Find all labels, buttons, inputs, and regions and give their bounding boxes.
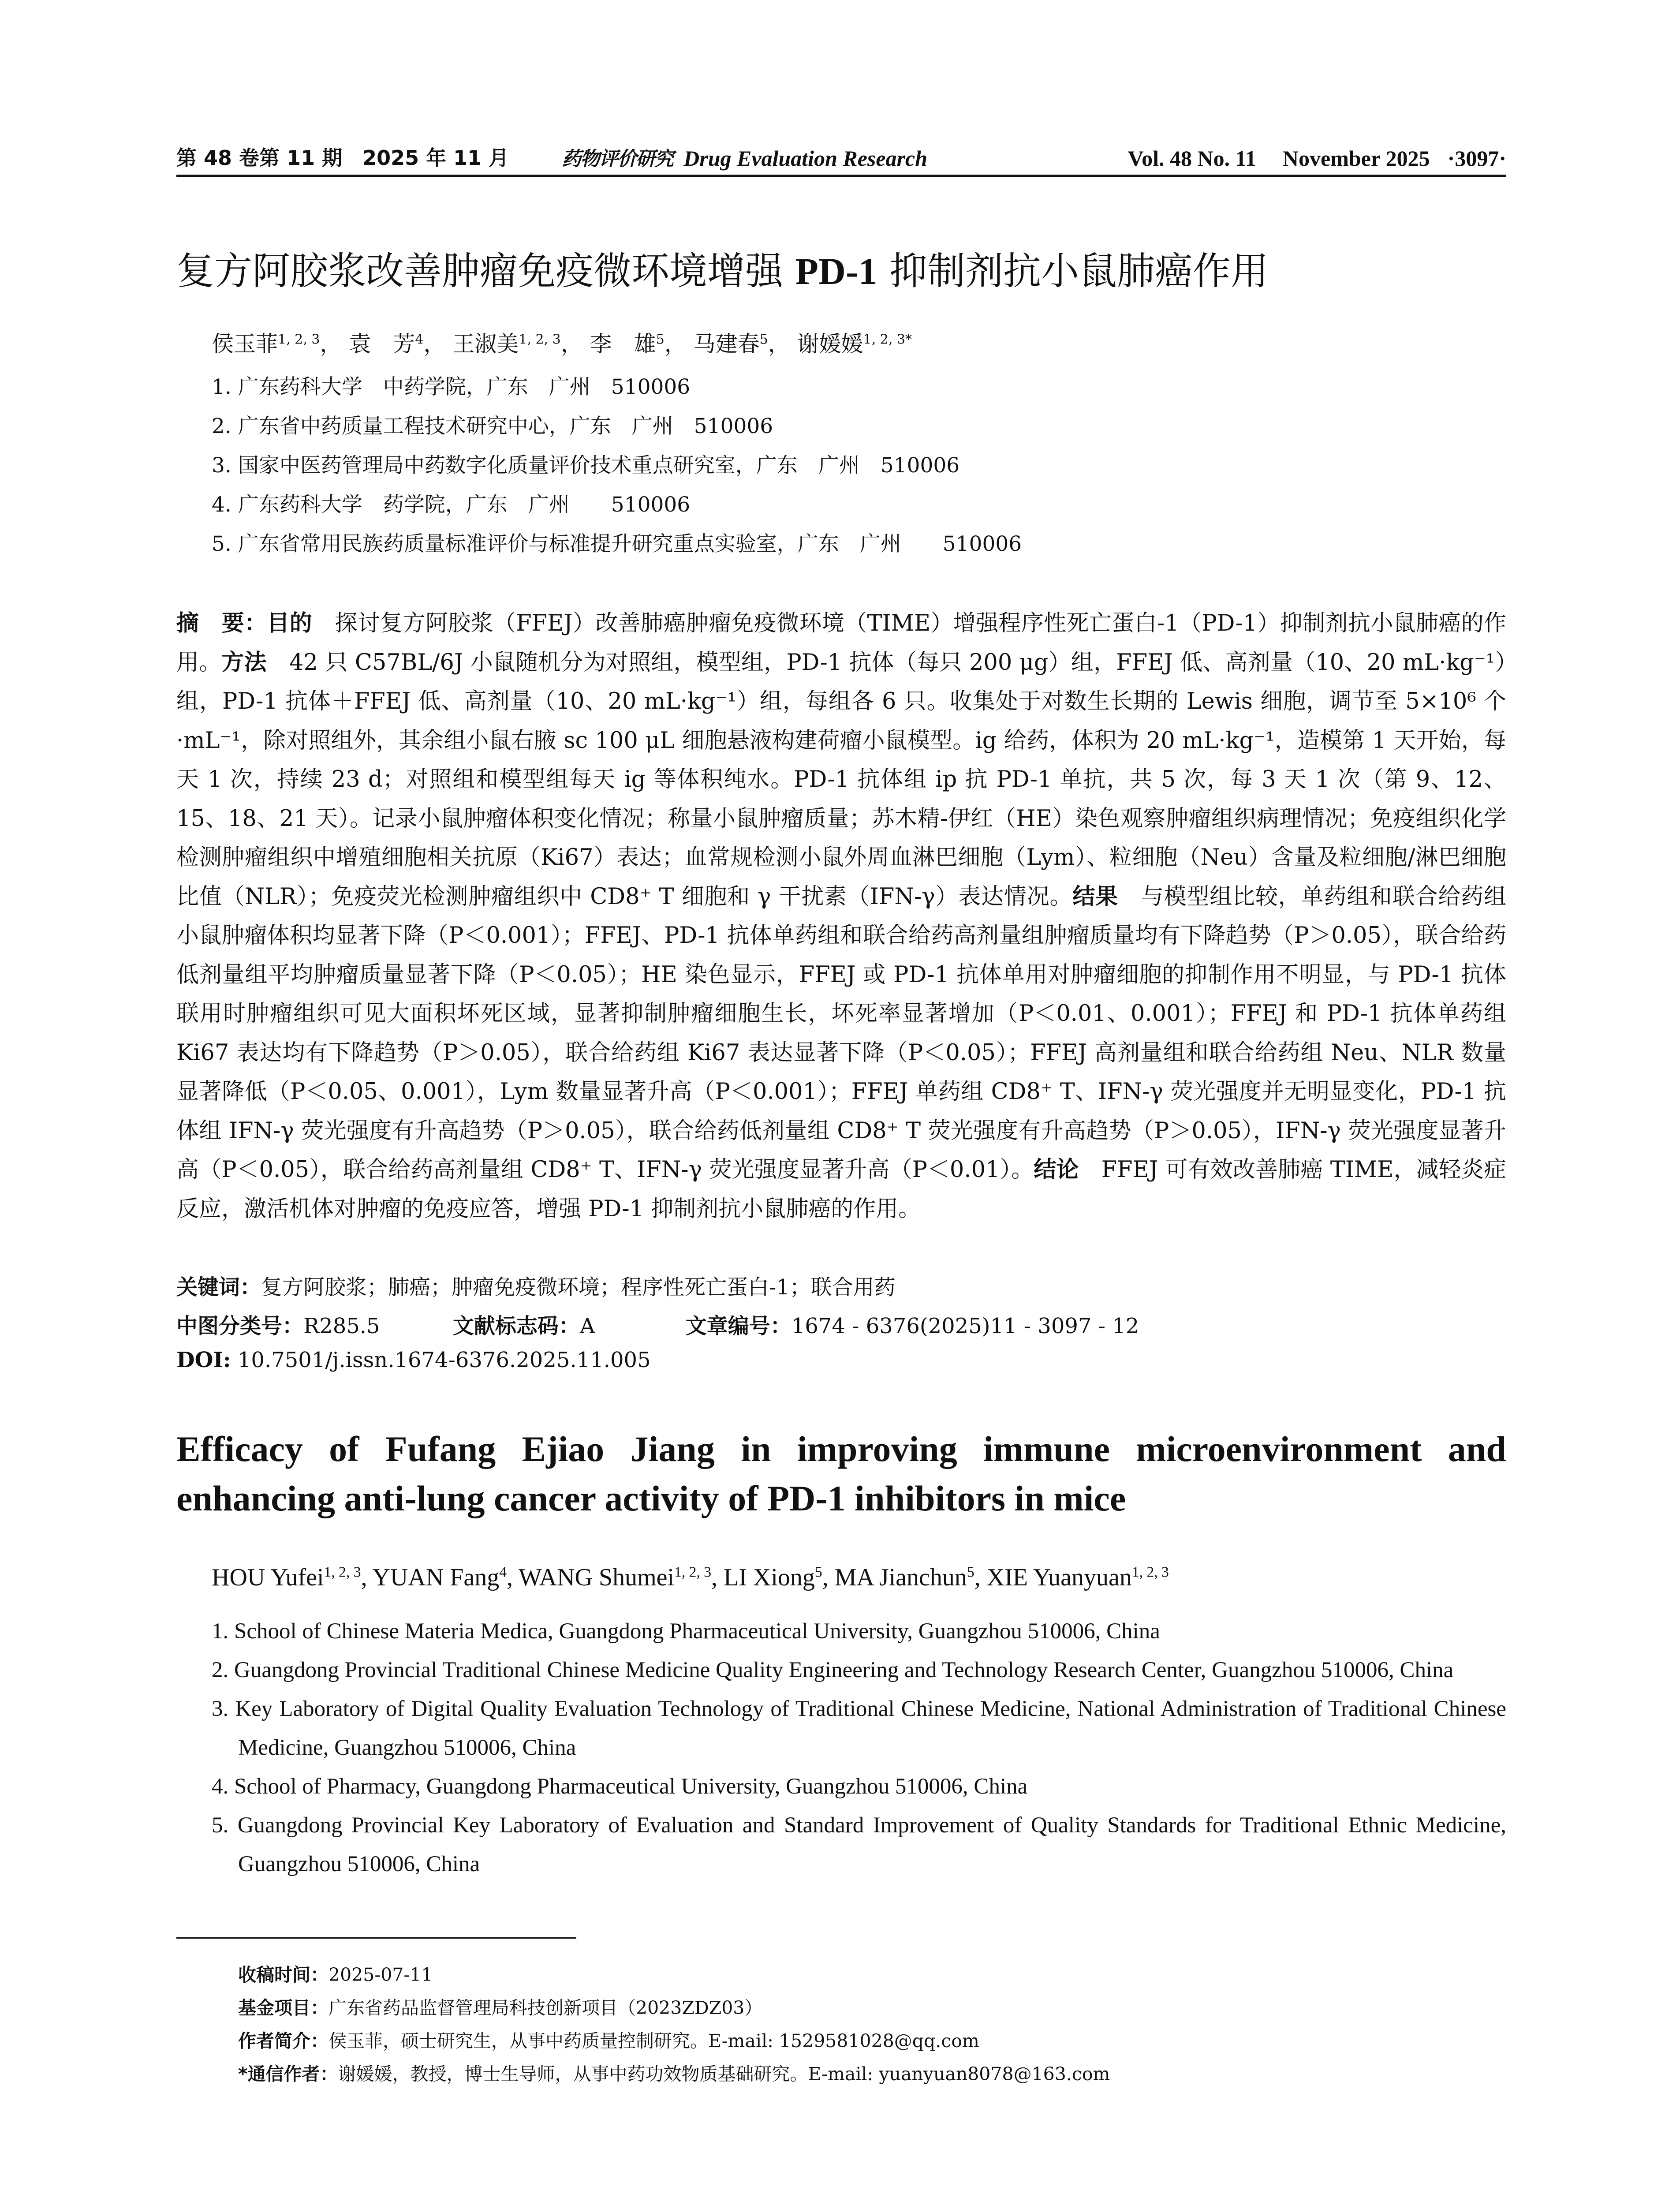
footnote-funding xyxy=(238,1993,762,2019)
author: 马建春$^5$， xyxy=(693,331,790,357)
affiliation-cn: 4. 广东药科大学 药学院，广东 广州 510006 xyxy=(212,493,691,517)
affiliation-cn: 1. 广东药科大学 中药学院，广东 广州 510006 xyxy=(212,375,691,399)
footnote-value: 广东省药品监督管理局科技创新项目（2023ZDZ03） xyxy=(329,1997,763,2018)
footnote-value: 侯玉菲，硕士研究生，从事中药质量控制研究。E-mail: 1529581028@qq.com xyxy=(329,2030,979,2052)
footnote-value: 2025-07-11 xyxy=(329,1964,433,1985)
title-cn xyxy=(176,240,1269,295)
keywords-value: 复方阿胶浆；肺癌；肿瘤免疫微环境；程序性死亡蛋白-1；联合用药 xyxy=(261,1275,896,1300)
article-id-value: 1674 - 6376(2025)11 - 3097 - 12 xyxy=(791,1314,1139,1338)
clc-label: 中图分类号： xyxy=(176,1314,304,1338)
title-part: PD-1 xyxy=(795,250,877,292)
abstract-label: 摘 要： xyxy=(176,610,267,636)
author-name: 侯玉菲 xyxy=(212,331,278,357)
affiliation-cn: 5. 广东省常用民族药质量标准评价与标准提升研究重点实验室，广东 广州 510006 xyxy=(212,532,1022,556)
article-id-label: 文章编号： xyxy=(685,1314,791,1338)
methods-text: 42 只 C57BL/6J 小鼠随机分为对照组，模型组，PD-1 抗体（每只 200 μg）组，FFEJ 低、高剂量（10、20 mL·kg⁻¹）组，PD-1 抗体＋FFEJ 低、高剂量（10、20 mL·kg⁻¹）组，每组各 6 只。收集处于对数生长期的 Lewis 细胞，调节至 5×10⁶ 个·mL⁻¹，除对照组外，其余组小鼠右腋 sc 100 μL 细胞悬液构建荷瘤小鼠模型。ig 给药，体积为 20 mL·kg⁻¹，造模第 1 天开始，每天 1 次，持续 23 d；对照组和模型组每天 ig 等体积纯水。PD-1 抗体组 ip 抗 PD-1 单抗，共 5 次，每 3 天 1 次（第 9、12、15、18、21 天）。记录小鼠肿瘤体积变化情况；称量小鼠肿瘤质量；苏木精-伊红（HE）染色观察肿瘤组织病理情况；免疫组织化学检测肿瘤组织中增殖细胞相关抗原（Ki67）表达；血常规检测小鼠外周血淋巴细胞（Lym）、粒细胞（Neu）含量及粒细胞/淋巴细胞比值（NLR）；免疫荧光检测肿瘤组织中 CD8⁺ T 细胞和 γ 干扰素（IFN-γ）表达情况。 xyxy=(176,649,1507,910)
author-affiliation-marks: 4 xyxy=(415,332,424,348)
clc-value: R285.5 xyxy=(303,1314,380,1338)
footnote-value: 谢媛媛，教授，博士生导师，从事中药功效物质基础研究。E-mail: yuanyuan8078@163.com xyxy=(338,2063,1110,2085)
footnote-label: 作者简介： xyxy=(238,2030,329,2052)
authors-cn xyxy=(212,326,912,358)
author-name: XIE Yuanyuan xyxy=(986,1564,1132,1591)
author-name: WANG Shumei xyxy=(518,1564,675,1591)
footnote-label: 收稿时间： xyxy=(238,1964,329,1985)
title-part: 抑制剂抗小鼠肺癌作用 xyxy=(877,249,1269,293)
author-name: HOU Yufei xyxy=(212,1564,324,1591)
conclusion-text: FFEJ 可有效改善肺癌 TIME，减轻炎症反应，激活机体对肿瘤的免疫应答，增强 PD-1 抑制剂抗小鼠肺癌的作用。 xyxy=(176,1157,1506,1222)
author-affiliation-marks: 4 xyxy=(499,1564,507,1581)
footnote-author-bio xyxy=(238,2026,979,2052)
title-part: 复方阿胶浆改善肿瘤免疫微环境增强 xyxy=(176,249,795,293)
author-affiliation-marks: 5 xyxy=(656,332,665,348)
author: MA Jianchun$^5$, xyxy=(834,1564,987,1591)
author xyxy=(987,1564,1169,1591)
journal-logo: 药物评价研究 xyxy=(562,148,673,170)
abstract-cn xyxy=(176,604,1506,1229)
doi xyxy=(176,1348,651,1372)
author: 王淑美$^{1, 2, 3}$， xyxy=(452,331,583,357)
author-name: YUAN Fang xyxy=(372,1564,500,1591)
footnote-label: 基金项目： xyxy=(238,1997,329,2018)
doi-label: DOI: xyxy=(176,1348,231,1372)
author-affiliation-marks: 1, 2, 3* xyxy=(863,332,912,348)
author: LI Xiong$^5$, xyxy=(724,1564,835,1591)
author xyxy=(797,331,912,357)
affiliation-cn: 3. 国家中医药管理局中药数字化质量评价技术重点研究室，广东 广州 510006 xyxy=(212,453,960,478)
author-affiliation-marks: 5 xyxy=(967,1564,974,1581)
footnote-rule xyxy=(176,1937,576,1939)
objective-label: 目的 xyxy=(267,610,313,636)
author: HOU Yufei$^{1, 2, 3}$, xyxy=(212,1564,373,1591)
running-header xyxy=(176,140,1506,171)
page-number: ·3097· xyxy=(1447,146,1506,171)
conclusion-label: 结论 xyxy=(1034,1157,1079,1183)
authors-en xyxy=(212,1563,1169,1592)
author-name: LI Xiong xyxy=(724,1564,815,1591)
affiliation-cn: 2. 广东省中药质量工程技术研究中心，广东 广州 510006 xyxy=(212,414,773,438)
results-label: 结果 xyxy=(1072,883,1118,910)
author: YUAN Fang$^4$, xyxy=(372,1564,519,1591)
affiliation-en: 5. Guangdong Provincial Key Laboratory of Evaluation and Standard Improvement of Quality Standards for Traditional Ethnic Medicine, Guangzhou 510006, China xyxy=(212,1813,1506,1876)
affiliation-en: 1. School of Chinese Materia Medica, Guangdong Pharmaceutical University, Guangzhou 510006, China xyxy=(212,1619,1160,1644)
author: 侯玉菲$^{1, 2, 3}$， xyxy=(212,331,342,357)
author-affiliation-marks: 1, 2, 3 xyxy=(1131,1564,1169,1581)
keywords xyxy=(176,1270,896,1301)
doi-value: 10.7501/j.issn.1674-6376.2025.11.005 xyxy=(231,1348,651,1372)
classification xyxy=(176,1309,1139,1339)
journal-name: Drug Evaluation Research xyxy=(683,146,928,171)
author-name: 李 雄 xyxy=(590,331,656,357)
results-text: 与模型组比较，单药组和联合给药组小鼠肿瘤体积均显著下降（P＜0.001）；FFEJ、PD-1 抗体单药组和联合给药高剂量组肿瘤质量均有下降趋势（P＞0.05），联合给药低剂量组平均肿瘤质量显著下降（P＜0.05）；HE 染色显示，FFEJ 或 PD-1 抗体单用对肿瘤细胞的抑制作用不明显，与 PD-1 抗体联用时肿瘤组织可见大面积坏死区域，显著抑制肿瘤细胞生长，坏死率显著增加（P＜0.01、0.001）；FFEJ 和 PD-1 抗体单药组 Ki67 表达均有下降趋势（P＞0.05），联合给药组 Ki67 表达显著下降（P＜0.05）；FFEJ 高剂量组和联合给药组 Neu、NLR 数量显著降低（P＜0.05、0.001），Lym 数量显著升高（P＜0.001）；FFEJ 单药组 CD8⁺ T、IFN-γ 荧光强度并无明显变化，PD-1 抗体组 IFN-γ 荧光强度有升高趋势（P＞0.05），联合给药低剂量组 CD8⁺ T 荧光强度有升高趋势（P＞0.05），IFN-γ 荧光强度显著升高（P＜0.05），联合给药高剂量组 CD8⁺ T、IFN-γ 荧光强度显著升高（P＜0.01）。 xyxy=(176,883,1506,1183)
issue-cn: 第 48 卷第 11 期 2025 年 11 月 xyxy=(176,146,509,170)
affiliation-en: 2. Guangdong Provincial Traditional Chinese Medicine Quality Engineering and Technology Research Center, Guangzhou 510006, China xyxy=(212,1658,1454,1682)
author-affiliation-marks: 5 xyxy=(759,332,768,348)
month: November 2025 xyxy=(1282,146,1430,171)
keywords-label: 关键词： xyxy=(176,1275,261,1300)
author-affiliation-marks: 5 xyxy=(814,1564,822,1581)
title-en: Efficacy of Fufang Ejiao Jiang in improving immune microenvironment and enhancing anti-lung cancer activity of PD-1 inhibitors in mice xyxy=(176,1429,1506,1518)
doc-code-value: A xyxy=(579,1314,595,1338)
author-name: 王淑美 xyxy=(452,331,519,357)
footnote-label: *通信作者： xyxy=(238,2063,338,2085)
affiliation-en: 4. School of Pharmacy, Guangdong Pharmaceutical University, Guangzhou 510006, China xyxy=(212,1774,1028,1799)
author-name: MA Jianchun xyxy=(834,1564,967,1591)
objective-text: 探讨复方阿胶浆（FFEJ）改善肺癌肿瘤免疫微环境（TIME）增强程序性死亡蛋白-1（PD-1）抑制剂抗小鼠肺癌的作用。 xyxy=(176,610,1506,676)
footnote-corresponding xyxy=(238,2059,1110,2085)
volume: Vol. 48 No. 11 xyxy=(1127,146,1256,171)
author-affiliation-marks: 1, 2, 3 xyxy=(519,332,561,348)
affiliations-en xyxy=(212,1612,1506,1884)
doc-code-label: 文献标志码： xyxy=(452,1314,580,1338)
header-rule xyxy=(176,175,1506,177)
author-affiliation-marks: 1, 2, 3 xyxy=(674,1564,712,1581)
author: WANG Shumei$^{1, 2, 3}$, xyxy=(518,1564,724,1591)
footnote-received xyxy=(238,1960,433,1986)
author: 李 雄$^5$， xyxy=(590,331,687,357)
author-name: 袁 芳 xyxy=(349,331,415,357)
methods-label: 方法 xyxy=(221,649,267,676)
affiliation-en: 3. Key Laboratory of Digital Quality Evaluation Technology of Traditional Chinese Medicine, National Administration of Traditional Chinese Medicine, Guangzhou 510006, China xyxy=(212,1697,1506,1760)
author-name: 谢媛媛 xyxy=(797,331,863,357)
author: 袁 芳$^4$， xyxy=(349,331,446,357)
author-affiliation-marks: 1, 2, 3 xyxy=(324,1564,361,1581)
author-affiliation-marks: 1, 2, 3 xyxy=(278,332,320,348)
author-name: 马建春 xyxy=(693,331,760,357)
